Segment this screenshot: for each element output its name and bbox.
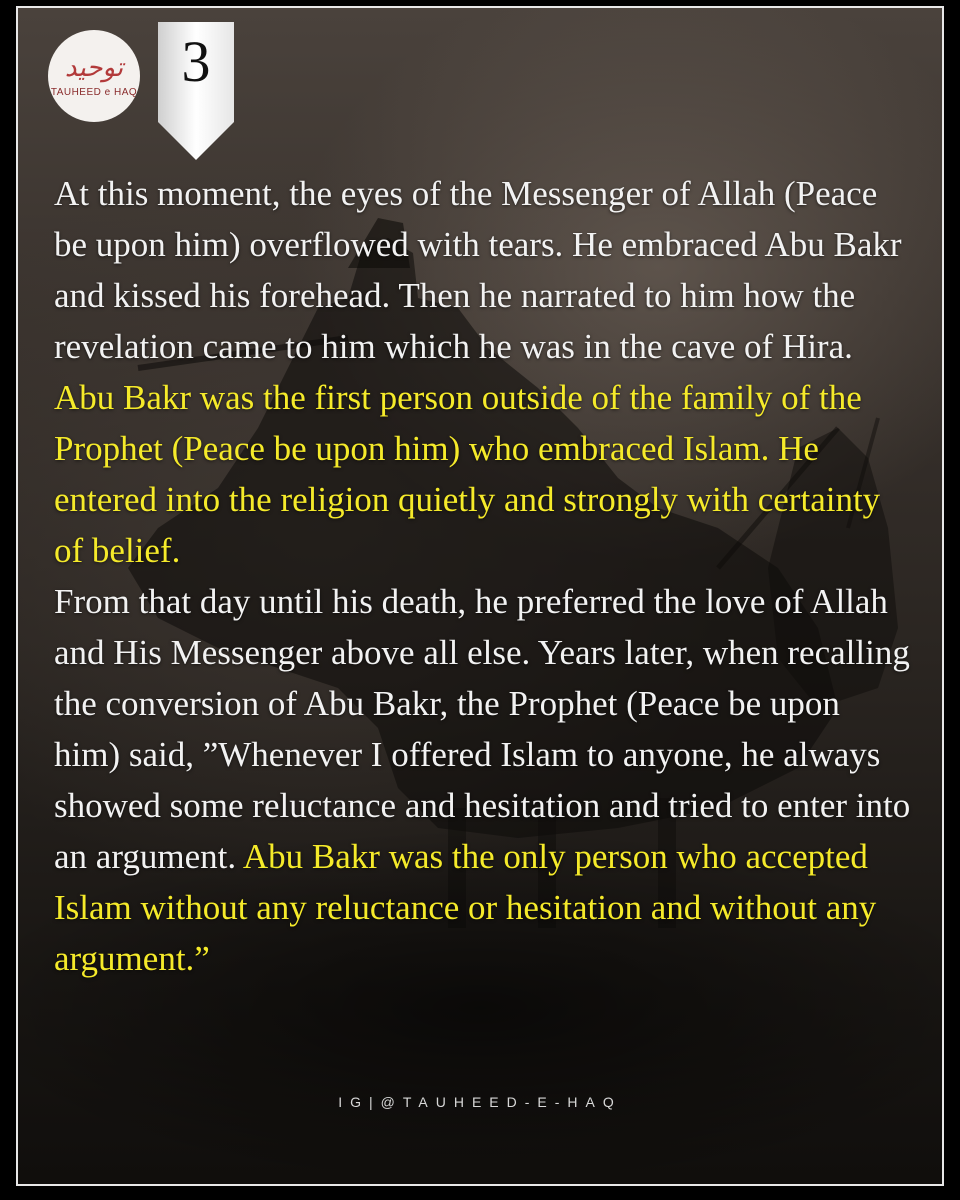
paragraph-3-text: From that day until his death, he preferred the love of Allah and His Messenger above all else. Years later, when recalling the conversion of Abu Bakr, the Prophet (Peace be upon him) said, ”Whenever I offered Islam to anyone, he always showed some reluctance and hesitation and tried to enter into an argument. (54, 582, 911, 876)
body-text (54, 168, 914, 984)
instagram-handle: IG|@TAUHEED-E-HAQ (338, 1094, 622, 1110)
tauheed-e-haq-logo (48, 30, 140, 122)
paragraph-3 (54, 576, 914, 984)
paragraph-1: At this moment, the eyes of the Messenger of Allah (Peace be upon him) overflowed with tears. He embraced Abu Bakr and kissed his forehead. Then he narrated to him how the revelation came to him which he was in the cave of Hira. (54, 174, 902, 366)
paragraph-2-highlight: Abu Bakr was the first person outside of the family of the Prophet (Peace be upon him) who embraced Islam. He entered into the religion quietly and strongly with certainty of belief. (54, 378, 881, 570)
paragraph-3-highlight: Abu Bakr was the only person who accepted Islam without any reluctance or hesitation and without any argument.” (54, 837, 877, 978)
slide-number: 3 (181, 29, 211, 94)
logo-calligraphy: توحید (64, 52, 124, 83)
image-frame (16, 6, 944, 1186)
logo-wordmark: TAUHEED e HAQ (50, 86, 138, 98)
